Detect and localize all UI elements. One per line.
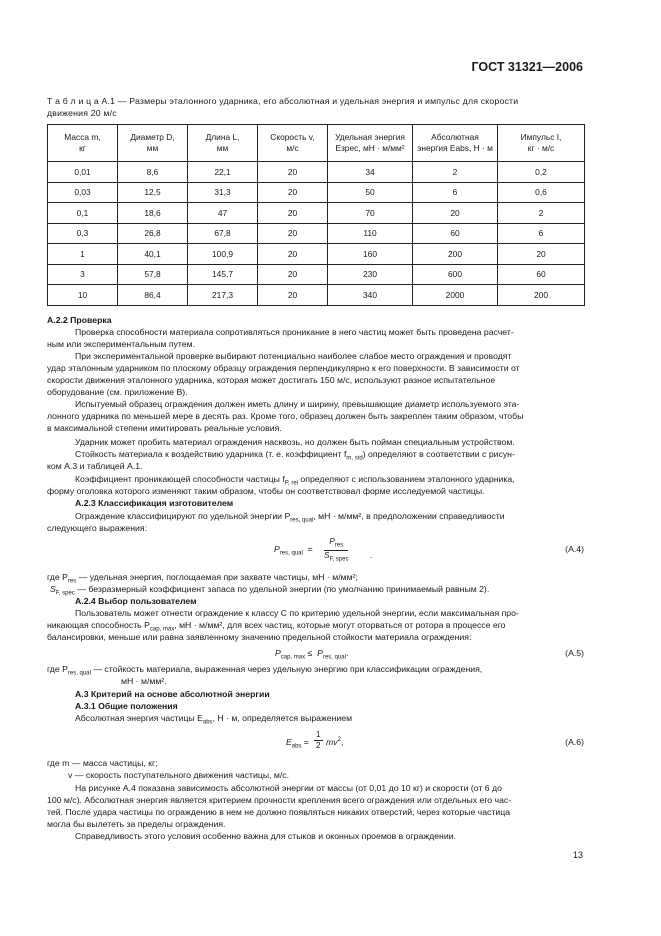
table-cell: 60	[413, 223, 498, 244]
paragraph: лонного ударника по меньшей мере в десять раз. Кроме того, образец должен быть закреплен таким образом, чтобы	[47, 411, 524, 421]
table-cell: 2	[413, 162, 498, 183]
where-line: где m — масса частицы, кг;	[47, 758, 158, 768]
table-cell: 100,9	[188, 244, 258, 265]
section-a22-heading: А.2.2 Проверка	[47, 315, 112, 325]
table-cell: 200	[413, 244, 498, 265]
equation-a4-fraction: $P_{res}$ $S_{F, spec}$	[324, 537, 349, 563]
table-row	[48, 162, 585, 183]
paragraph: Пользователь может отнести ограждение к классу С по критерию удельной энергии, если максимальная про-	[75, 608, 519, 618]
table-cell: 86,4	[118, 285, 188, 306]
table-column-header: Длина L, мм	[188, 125, 258, 162]
where-line: $S_{F, spec}$ — безразмерный коэффициент запаса по удельной энергии (по умолчанию принимаемый равным 2).	[50, 584, 490, 597]
table-cell: 0,3	[48, 223, 118, 244]
table-cell: 20	[258, 264, 328, 285]
paragraph: Испытуемый образец ограждения должен иметь длину и ширину, превышающие диаметр используемого эта-	[75, 399, 520, 409]
table-row	[48, 264, 585, 285]
paragraph: никающая способность $P_{cap, max}$, мН · м/мм², для всех частиц, которые могут оторваться от ротора в процессе его	[47, 620, 506, 633]
table-cell: 0,1	[48, 203, 118, 224]
table-cell: 67,8	[188, 223, 258, 244]
equation-a6: $E_{abs}$ =	[286, 737, 309, 750]
section-a31-heading: А.3.1 Общие положения	[75, 701, 178, 711]
table-cell: 40,1	[118, 244, 188, 265]
table-cell: 47	[188, 203, 258, 224]
paragraph: При экспериментальной проверке выбирают потенциально наиболее слабое место ограждения и проводят	[75, 351, 512, 361]
where-line: где $P_{res, qual}$ — стойкость материала, выраженная через удельную энергию при классификации ограждения,	[47, 664, 483, 677]
table-cell: 60	[498, 264, 585, 285]
paragraph: Абсолютная энергия частицы $E_{abs}$, Н · м, определяется выражением	[75, 713, 353, 726]
paragraph: Ограждение классифицируют по удельной энергии $P_{res, qual}$, мН · м/мм², в предположении справедливости	[75, 511, 505, 524]
table-column-header: Масса m, кг	[48, 125, 118, 162]
table-cell: 22,1	[188, 162, 258, 183]
table-cell: 200	[498, 285, 585, 306]
paragraph: ком А.3 и таблицей А.1.	[47, 461, 143, 471]
standard-number: ГОСТ 31321—2006	[471, 60, 583, 74]
table-caption-line1: Т а б л и ц а А.1 — Размеры эталонного ударника, его абсолютная и удельная энергия и импульс для скорости	[47, 96, 519, 106]
where-line: мН · м/мм².	[121, 676, 167, 686]
table-cell: 6	[498, 223, 585, 244]
table-cell: 340	[328, 285, 413, 306]
equation-a5: $P_{cap, max} \le P_{res, qual}$.	[275, 648, 349, 661]
where-line: где $P_{res}$ — удельная энергия, поглощаемая при захвате частицы, мН · м/мм²;	[47, 572, 358, 585]
paragraph: удар эталонным ударником по плоскому образцу ограждения перпендикулярно к его поверхности. В зависимости от	[47, 363, 520, 373]
table-cell: 160	[328, 244, 413, 265]
paragraph: тей. После удара частицы по ограждению в нем не должно появляться никаких отверстий, через которые частица	[47, 807, 511, 817]
equation-a5-label: (А.5)	[565, 648, 584, 658]
table-cell: 0,01	[48, 162, 118, 183]
paragraph: 100 м/с). Абсолютная энергия является критерием прочности крепления всего ограждения или отдельных его час-	[47, 795, 512, 805]
data-table	[47, 124, 585, 306]
table-cell: 20	[498, 244, 585, 265]
equation-a4-label: (А.4)	[565, 544, 584, 554]
table-column-header: Импульс I, кг · м/с	[498, 125, 585, 162]
table-cell: 217,3	[188, 285, 258, 306]
paragraph: форму оголовка которого изменяют таким образом, чтобы он соответствовал форме исследуемой частицы.	[47, 486, 485, 496]
paragraph: следующего выражения:	[47, 523, 148, 533]
section-a3-heading: А.3 Критерий на основе абсолютной энергии	[75, 689, 270, 699]
equation-a6-label: (А.6)	[565, 737, 584, 747]
table-row	[48, 285, 585, 306]
paragraph: ным или экспериментальным путем.	[47, 339, 195, 349]
table-cell: 600	[413, 264, 498, 285]
table-cell: 10	[48, 285, 118, 306]
page-number: 13	[572, 850, 583, 860]
paragraph: скорости движения эталонного ударника, которая может достигать 150 м/с, используют разное испытательное	[47, 375, 496, 385]
paragraph: Проверка способности материала сопротивляться проникание в него частиц может быть проведена расчет-	[75, 327, 514, 337]
table-cell: 3	[48, 264, 118, 285]
table-cell: 0,2	[498, 162, 585, 183]
table-cell: 20	[413, 203, 498, 224]
table-cell: 20	[258, 285, 328, 306]
where-line: v — скорость поступательного движения частицы, м/с.	[68, 770, 290, 780]
section-a24-heading: А.2.4 Выбор пользователем	[75, 596, 197, 606]
table-cell: 20	[258, 203, 328, 224]
table-cell: 20	[258, 182, 328, 203]
paragraph: балансировки, меньше или равна заявленному значению предельной стойкости материала ограждения:	[47, 632, 472, 642]
table-cell: 1	[48, 244, 118, 265]
paragraph: Коэффициент проникающей способности частицы $f_{P, rel}$ определяют с использованием эталонного ударника,	[75, 474, 515, 487]
table-cell: 20	[258, 162, 328, 183]
table-caption-line2: движения 20 м/с	[47, 108, 117, 118]
table-cell: 20	[258, 223, 328, 244]
table-cell: 0,6	[498, 182, 585, 203]
table-cell: 70	[328, 203, 413, 224]
equation-a6-fraction: $\frac{1}{2}$	[316, 730, 321, 750]
table-cell: 31,3	[188, 182, 258, 203]
table-row	[48, 223, 585, 244]
paragraph: Ударник может пробить материал ограждения насквозь, но должен быть пойман специальным устройством.	[75, 437, 515, 447]
table-column-header: Удельная энергия Eзрес, мН · м/мм²	[328, 125, 413, 162]
table-cell: 2000	[413, 285, 498, 306]
table-cell: 0,03	[48, 182, 118, 203]
paragraph: в максимальной степени имитировать реальные условия.	[47, 423, 282, 433]
table-cell: 12,5	[118, 182, 188, 203]
paragraph: Справедливость этого условия особенно важна для стыков и оконных проемов в ограждении.	[75, 831, 456, 841]
table-cell: 18,6	[118, 203, 188, 224]
paragraph: На рисунке А.4 показана зависимость абсолютной энергии от массы (от 0,01 до 10 кг) и скорости (от 6 до	[75, 783, 502, 793]
table-header-row	[48, 125, 585, 162]
table-column-header: Абсолютная энергия Eabs, Н · м	[413, 125, 498, 162]
table-cell: 20	[258, 244, 328, 265]
table-cell: 145,7	[188, 264, 258, 285]
table-row	[48, 203, 585, 224]
paragraph: оборудование (см. приложение В).	[47, 387, 188, 397]
table-body	[48, 162, 585, 306]
table-cell: 34	[328, 162, 413, 183]
table-cell: 50	[328, 182, 413, 203]
table-row	[48, 182, 585, 203]
table-cell: 8,6	[118, 162, 188, 183]
table-cell: 6	[413, 182, 498, 203]
table-cell: 2	[498, 203, 585, 224]
paragraph: могла бы вылететь за пределы ограждения.	[47, 819, 226, 829]
table-column-header: Диаметр D, мм	[118, 125, 188, 162]
table-row	[48, 244, 585, 265]
table-column-header: Скорость v, м/с	[258, 125, 328, 162]
section-a23-heading: А.2.3 Классификация изготовителем	[75, 498, 234, 508]
table-cell: 230	[328, 264, 413, 285]
table-cell: 26,8	[118, 223, 188, 244]
paragraph: Стойкость материала к воздействию ударника (т. е. коэффициент $f_{m, std}$) определяют в соответствии с рисун-	[75, 449, 515, 462]
equation-a4: $P_{res, qual}$ =	[274, 544, 313, 557]
table-cell: 110	[328, 223, 413, 244]
table-cell: 57,8	[118, 264, 188, 285]
